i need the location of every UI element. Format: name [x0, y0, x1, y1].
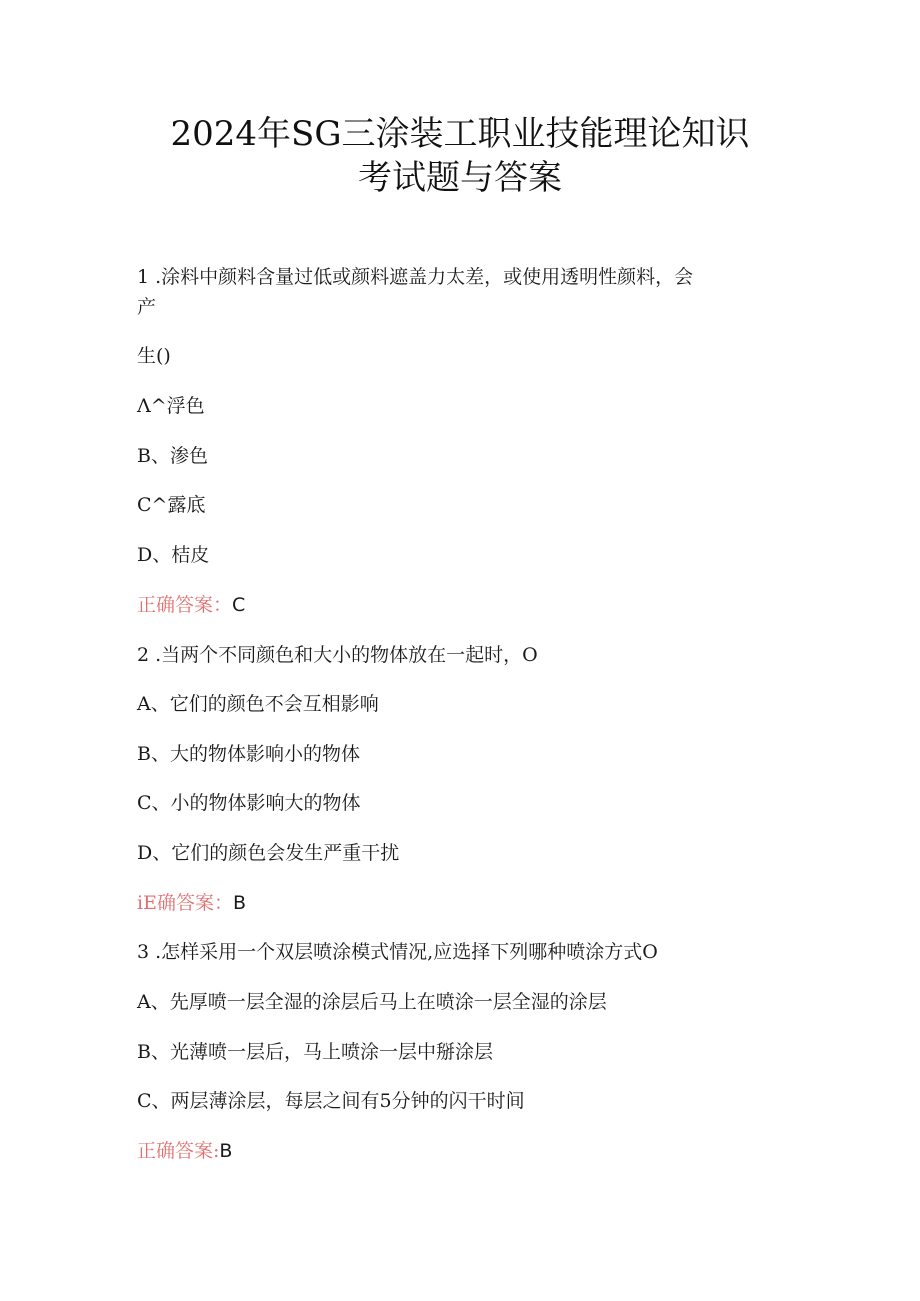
question-2-answer: [137, 890, 246, 916]
question-1-option-c: C^露底: [137, 494, 206, 516]
question-1-stem-line-1: 1 .涂料中颜料含量过低或颜料遮盖力太差，或使用透明性颜料，会: [137, 266, 694, 288]
question-1-stem-line-3: 生(): [137, 345, 171, 367]
question-2-option-a: A、它们的颜色不会互相影响: [137, 693, 379, 715]
question-3-option-a: A、先厚喷一层全湿的涂层后马上在喷涂一层全湿的涂层: [137, 991, 607, 1013]
answer-label: iE确答案：: [137, 892, 233, 914]
answer-value: C: [232, 594, 246, 616]
answer-value: B: [232, 892, 246, 914]
question-2-option-d: D、它们的颜色会发生严重干扰: [137, 842, 400, 864]
question-1-option-d: D、桔皮: [137, 544, 210, 566]
question-2-option-c: C、小的物体影响大的物体: [137, 792, 361, 814]
answer-value: B: [219, 1140, 233, 1162]
answer-label: 正确答案:: [137, 1140, 220, 1162]
question-1-stem-line-2: 产: [137, 296, 157, 318]
question-1-option-b: B、渗色: [137, 445, 208, 467]
question-2-option-b: B、大的物体影响小的物体: [137, 743, 360, 765]
question-1-answer: [137, 592, 245, 618]
question-3-answer: [137, 1138, 232, 1164]
document-title-line-1: 2024年SG三涂装工职业技能理论知识: [170, 114, 750, 154]
question-2-stem: 2 .当两个不同颜色和大小的物体放在一起时，O: [137, 644, 538, 666]
answer-label: 正确答案：: [137, 594, 233, 616]
question-3-option-c: C、两层薄涂层，每层之间有5分钟的闪干时间: [137, 1090, 525, 1112]
document-title-line-2: 考试题与答案: [358, 158, 562, 198]
question-3-option-b: B、光薄喷一层后，马上喷涂一层中掰涂层: [137, 1041, 493, 1063]
question-3-stem: 3 .怎样采用一个双层喷涂模式情况,应选择下列哪种喷涂方式O: [137, 941, 658, 963]
question-1-option-a: Λ^浮色: [137, 395, 205, 417]
